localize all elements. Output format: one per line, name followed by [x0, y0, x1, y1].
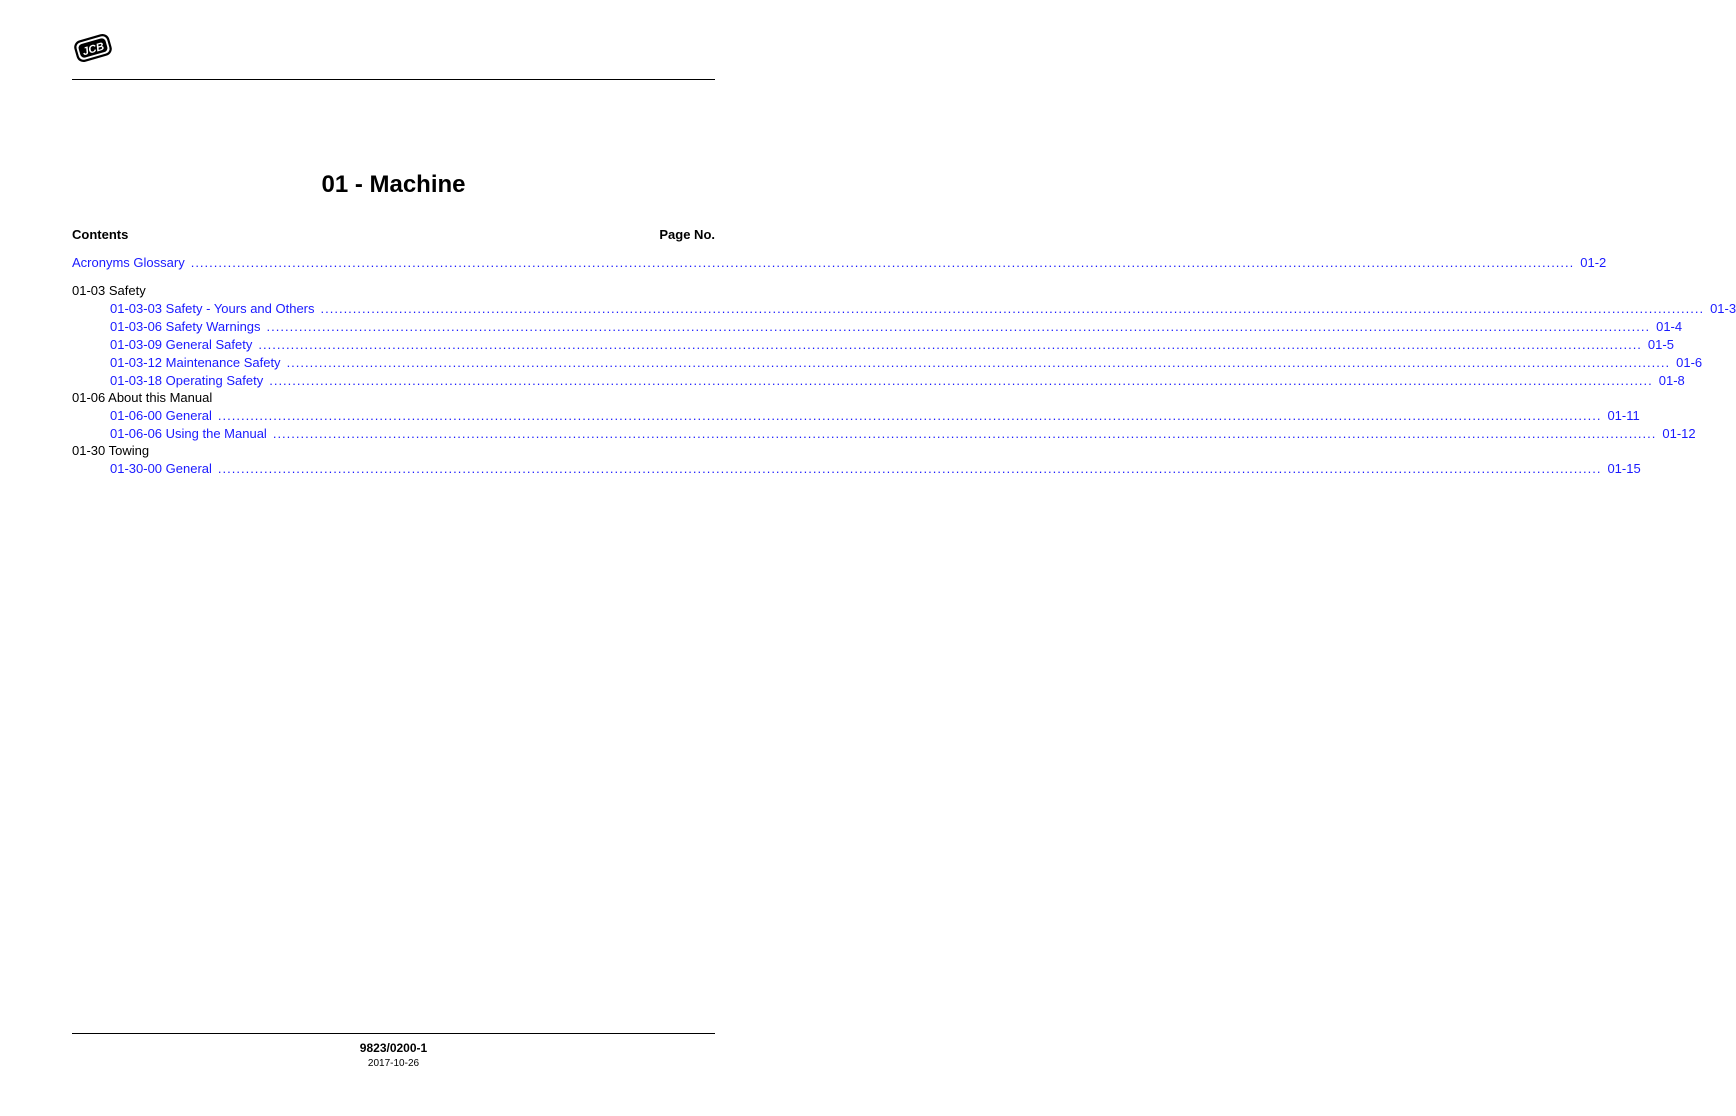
- toc-dot-leader: ............................................................................................................................................................................................................................................................................................................: [190, 255, 1575, 270]
- toc-dot-leader: ............................................................................................................................................................................................................................................................................................................: [286, 355, 1671, 370]
- contents-label: Contents: [72, 227, 129, 242]
- toc-entry-label: 01-06 About this Manual: [72, 390, 213, 405]
- toc-link-entry[interactable]: [110, 318, 1683, 336]
- toc-page-number: 01-12: [1662, 426, 1696, 441]
- toc-link-entry[interactable]: [110, 336, 1674, 354]
- page-no-label: Page No.: [659, 227, 715, 242]
- jcb-logo-icon: [72, 30, 114, 66]
- toc-header: [72, 227, 715, 243]
- svg-text:JCB: JCB: [81, 40, 106, 59]
- toc-dot-leader: ............................................................................................................................................................................................................................................................................................................: [258, 337, 1642, 352]
- toc-entry-label: 01-06-06 Using the Manual: [110, 426, 267, 441]
- toc-link-entry[interactable]: [110, 300, 1736, 318]
- toc-entry-label: 01-03 Safety: [72, 283, 146, 298]
- toc-section-heading: [72, 442, 715, 460]
- toc-section-heading: [72, 282, 715, 300]
- toc-entry-label: 01-06-00 General: [110, 408, 212, 423]
- toc-page-number: 01-15: [1607, 461, 1641, 476]
- document-number: 9823/0200-1: [359, 1041, 428, 1055]
- toc-page-number: 01-2: [1580, 255, 1607, 270]
- toc-link-entry[interactable]: [110, 425, 1696, 443]
- toc-dot-leader: ............................................................................................................................................................................................................................................................................................................: [266, 319, 1651, 334]
- toc-dot-leader: ............................................................................................................................................................................................................................................................................................................: [272, 426, 1657, 441]
- header-rule: [72, 79, 715, 80]
- toc-link-entry[interactable]: [72, 254, 1607, 272]
- toc-entry-label: 01-30-00 General: [110, 461, 212, 476]
- toc-dot-leader: ............................................................................................................................................................................................................................................................................................................: [217, 461, 1602, 476]
- toc-link-entry[interactable]: [110, 460, 1641, 478]
- toc-entry-label: 01-03-12 Maintenance Safety: [110, 355, 281, 370]
- toc-page-number: 01-8: [1658, 373, 1685, 388]
- toc-page-number: 01-11: [1607, 408, 1640, 423]
- toc-entry-label: Acronyms Glossary: [72, 255, 185, 270]
- footer-rule: [72, 1033, 715, 1034]
- toc-page-number: 01-5: [1647, 337, 1674, 352]
- toc-page-number: 01-4: [1656, 319, 1683, 334]
- toc-entry-label: 01-03-03 Safety - Yours and Others: [110, 301, 315, 316]
- toc-link-entry[interactable]: [110, 407, 1640, 425]
- toc-entry-label: 01-03-18 Operating Safety: [110, 373, 264, 388]
- toc-page-number: 01-3: [1710, 301, 1736, 316]
- toc-entry-label: 01-03-06 Safety Warnings: [110, 319, 261, 334]
- toc-dot-leader: ............................................................................................................................................................................................................................................................................................................: [269, 373, 1653, 388]
- toc-entry-label: 01-03-09 General Safety: [110, 337, 253, 352]
- document-date: 2017-10-26: [367, 1058, 420, 1069]
- toc-section-heading: [72, 389, 715, 407]
- toc-dot-leader: ............................................................................................................................................................................................................................................................................................................: [320, 301, 1705, 316]
- toc-link-entry[interactable]: [110, 354, 1703, 372]
- toc-link-entry[interactable]: [110, 372, 1685, 390]
- toc-entry-label: 01-30 Towing: [72, 443, 150, 458]
- page-title: 01 - Machine: [321, 171, 466, 198]
- toc-dot-leader: ............................................................................................................................................................................................................................................................................................................: [217, 408, 1602, 423]
- toc-page-number: 01-6: [1676, 355, 1703, 370]
